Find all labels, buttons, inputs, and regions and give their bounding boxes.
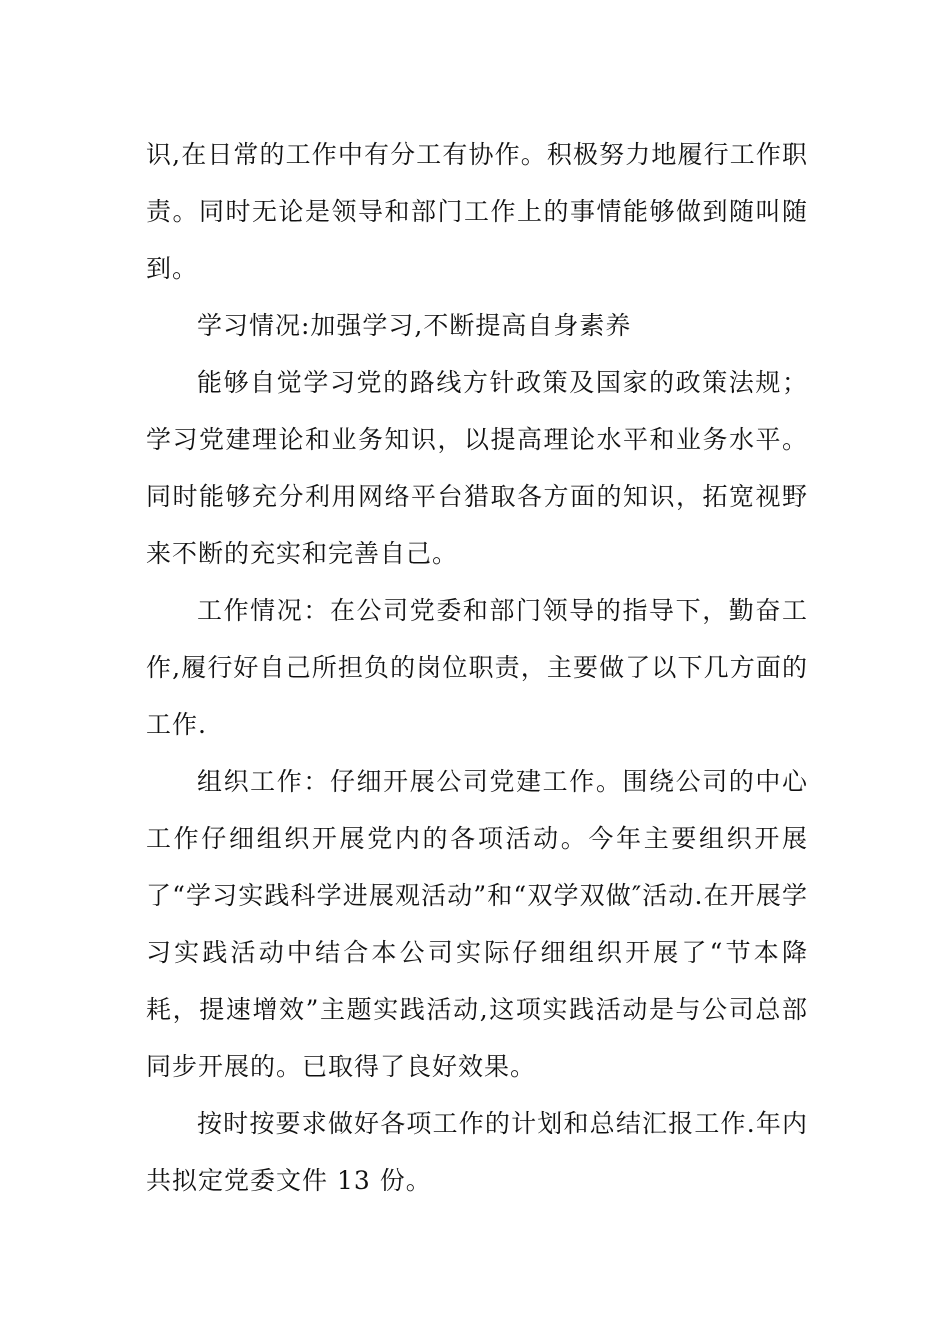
paragraph-plan-summary: 按时按要求做好各项工作的计划和总结汇报工作.年内共拟定党委文件 13 份。 bbox=[146, 1109, 808, 1195]
paragraph-organization-work: 组织工作：仔细开展公司党建工作。围绕公司的中心工作仔细组织开展党内的各项活动。今年主要组织开展了“学习实践科学进展观活动”和“双学双做″活动.在开展学习实践活动中结合本公司实际仔细组织开展了“节本降耗，提速增效”主题实践活动,这项实践活动是与公司总部同步开展的。已取得了良好效果。 bbox=[146, 767, 808, 1081]
paragraph-study-content: 能够自觉学习党的路线方针政策及国家的政策法规；学习党建理论和业务知识，以提高理论水平和业务水平。同时能够充分利用网络平台猎取各方面的知识，拓宽视野来不断的充实和完善自己。 bbox=[146, 368, 808, 568]
paragraph-continuation: 识,在日常的工作中有分工有协作。积极努力地履行工作职责。同时无论是领导和部门工作上的事情能够做到随叫随到。 bbox=[146, 140, 808, 283]
paragraph-work-situation: 工作情况：在公司党委和部门领导的指导下，勤奋工作,履行好自己所担负的岗位职责，主要做了以下几方面的工作. bbox=[146, 596, 808, 739]
paragraph-study-heading: 学习情况:加强学习,不断提高自身素养 bbox=[197, 311, 632, 340]
document-body bbox=[146, 126, 808, 1209]
